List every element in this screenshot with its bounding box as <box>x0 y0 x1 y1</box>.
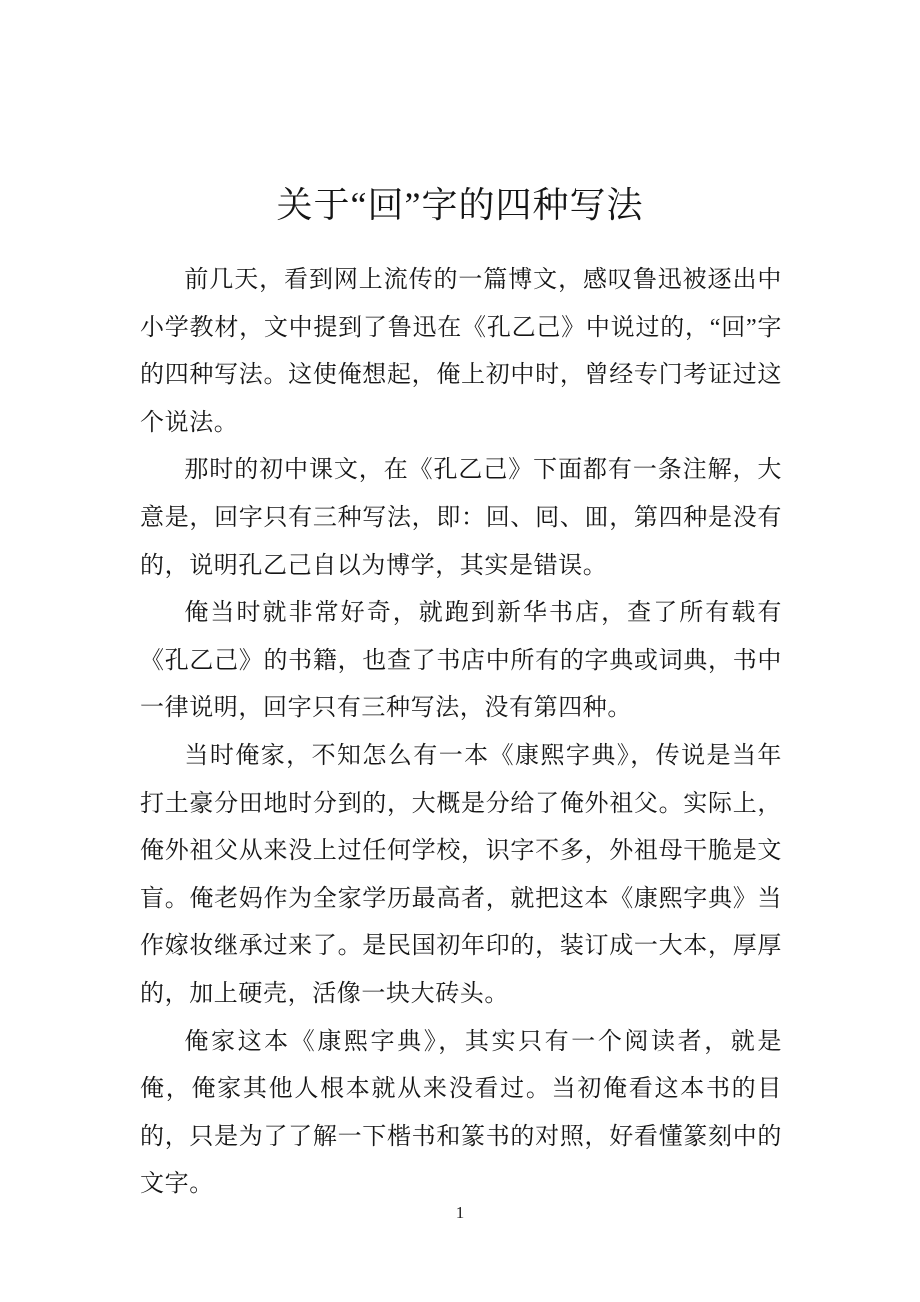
paragraph: 俺当时就非常好奇，就跑到新华书店，查了所有载有《孔乙己》的书籍，也查了书店中所有的字典或词典，书中一律说明，回字只有三种写法，没有第四种。 <box>140 600 782 722</box>
page-number: 1 <box>455 1203 465 1222</box>
paragraph: 俺家这本《康熙字典》，其实只有一个阅读者，就是俺，俺家其他人根本就从来没看过。当初俺看这本书的目的，只是为了了解一下楷书和篆书的对照，好看懂篆刻中的文字。 <box>140 1028 782 1198</box>
paragraph: 那时的初中课文，在《孔乙己》下面都有一条注解，大意是，回字只有三种写法，即：回、囘、囬，第四种是没有的，说明孔乙己自以为博学，其实是错误。 <box>140 457 782 579</box>
document-body <box>140 257 782 1209</box>
document-title: 关于“回”字的四种写法 <box>276 185 644 226</box>
paragraph: 当时俺家，不知怎么有一本《康熙字典》，传说是当年打土豪分田地时分到的，大概是分给了俺外祖父。实际上，俺外祖父从来没上过任何学校，识字不多，外祖母干脆是文盲。俺老妈作为全家学历最高者，就把这本《康熙字典》当作嫁妆继承过来了。是民国初年印的，装订成一大本，厚厚的，加上硬壳，活像一块大砖头。 <box>140 742 782 1007</box>
paragraph: 前几天，看到网上流传的一篇博文，感叹鲁迅被逐出中小学教材，文中提到了鲁迅在《孔乙己》中说过的，“回”字的四种写法。这使俺想起，俺上初中时，曾经专门考证过这个说法。 <box>140 267 782 436</box>
